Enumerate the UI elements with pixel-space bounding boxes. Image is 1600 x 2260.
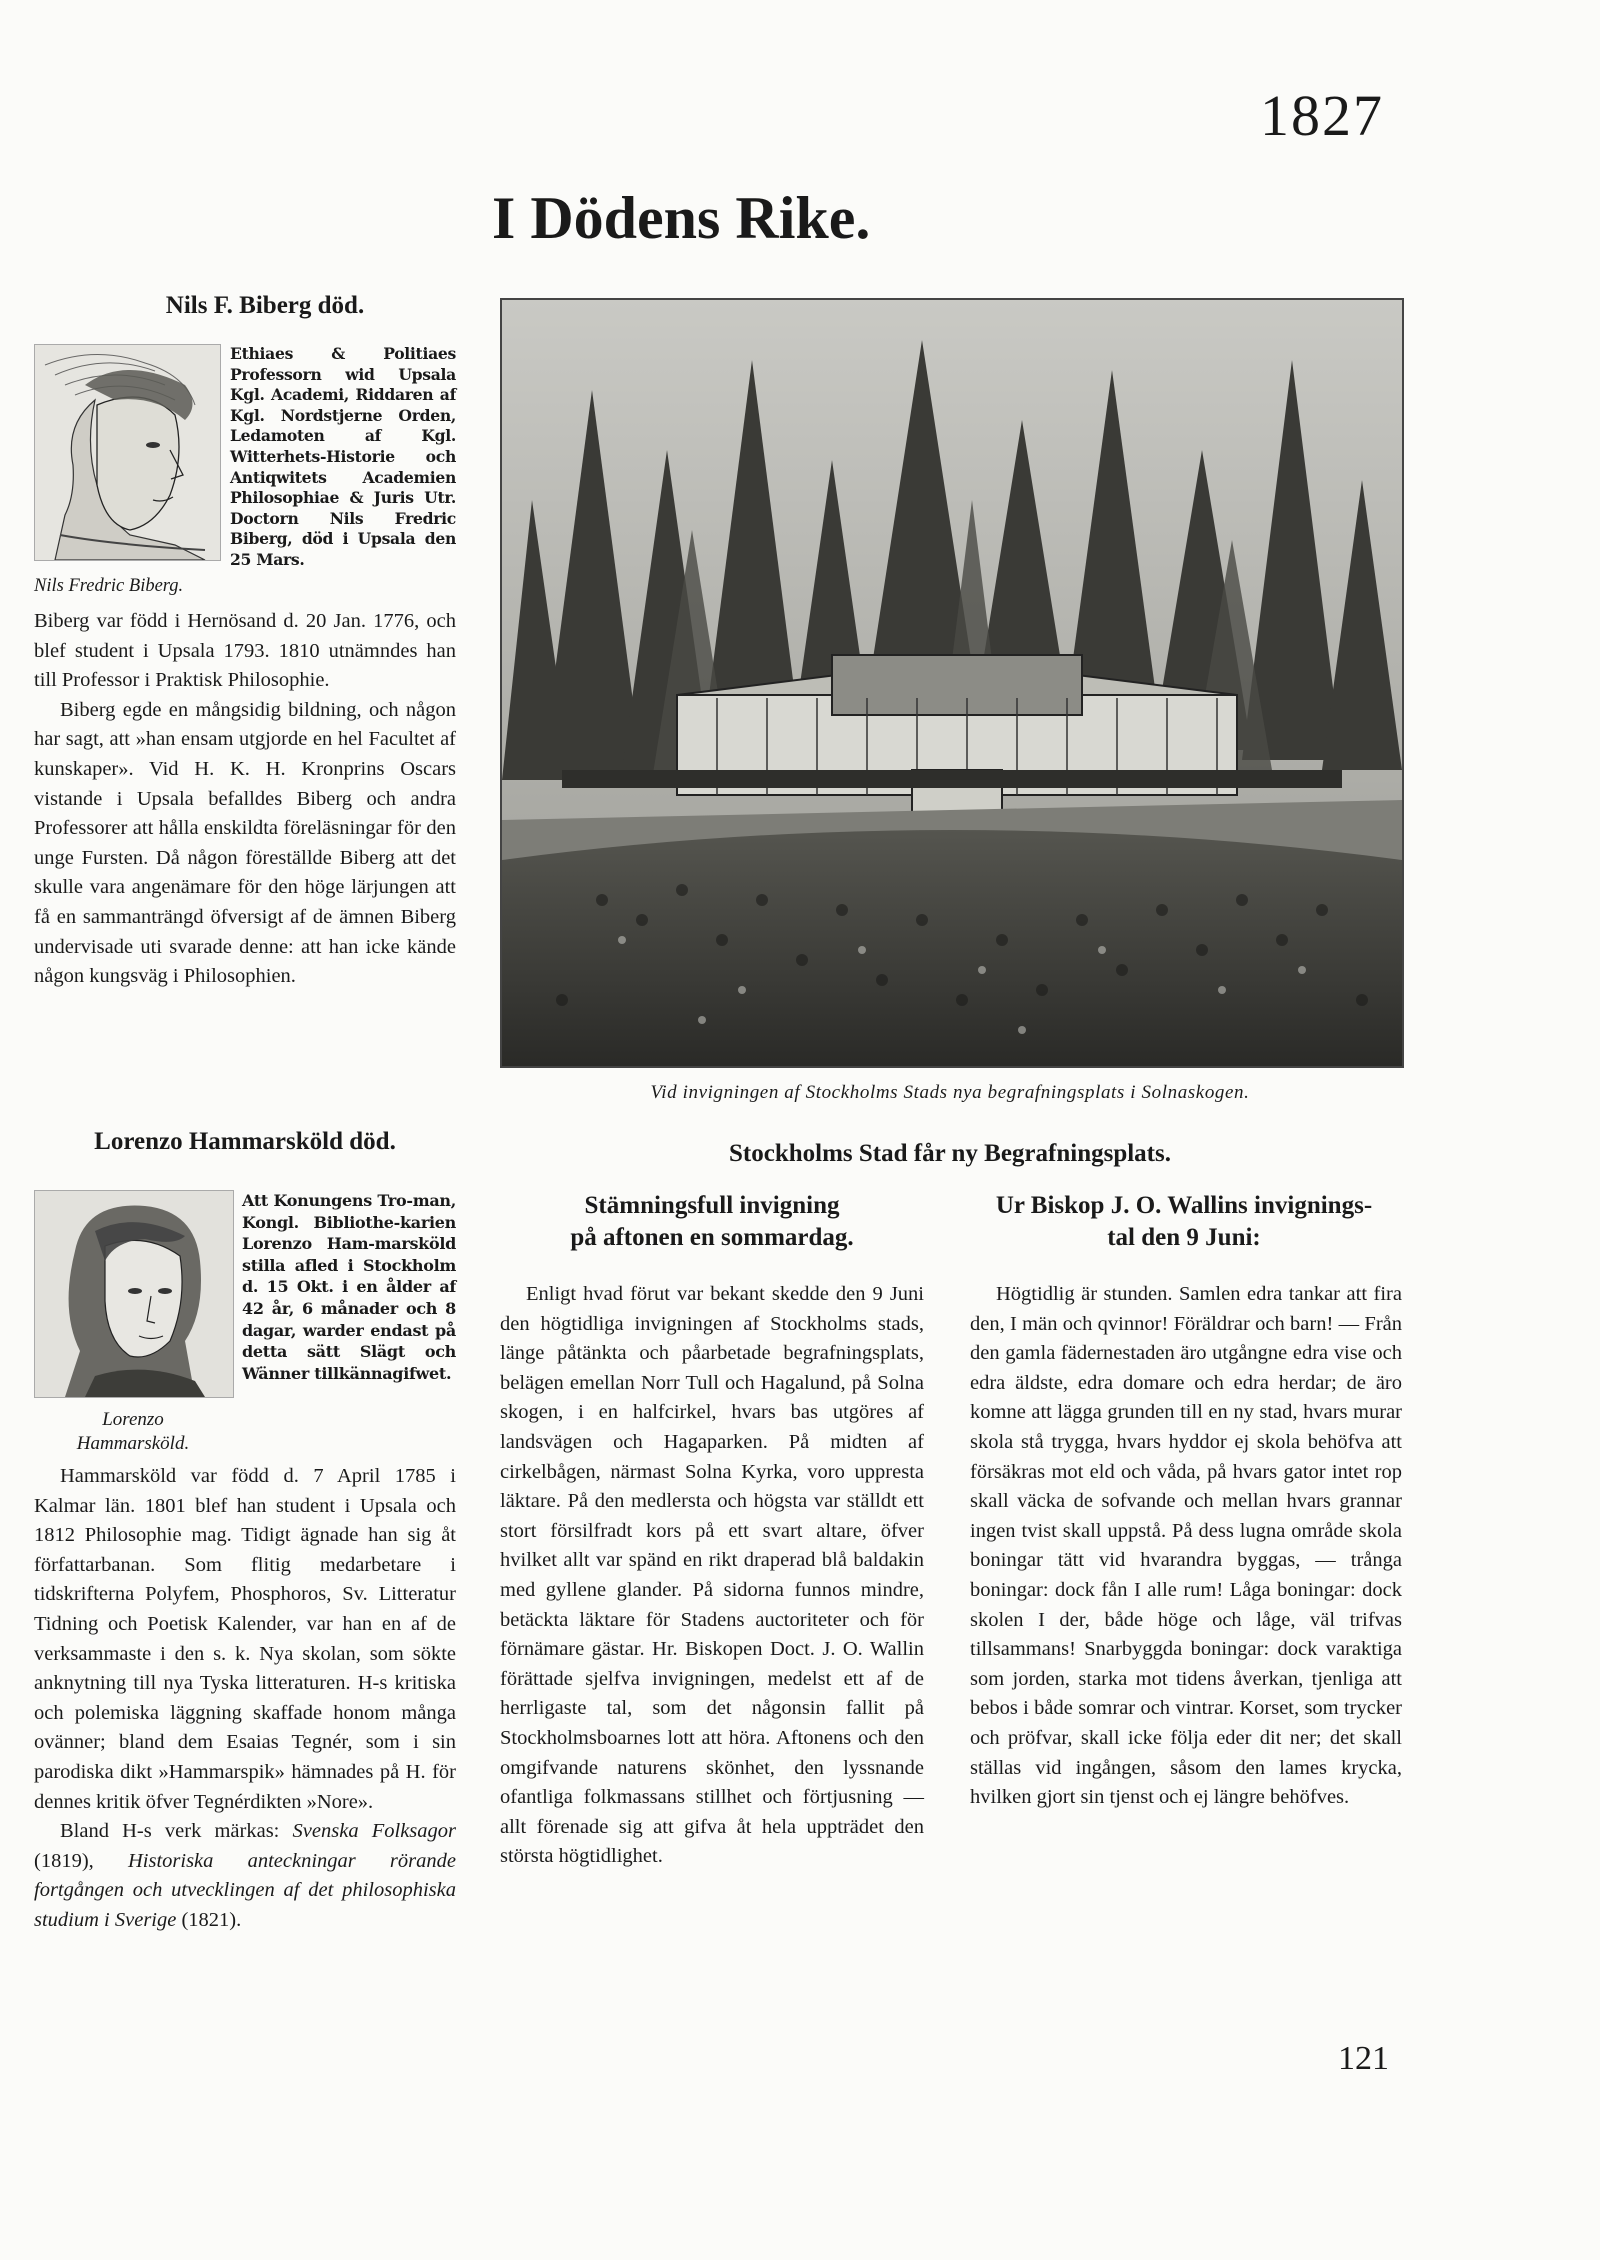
cemetery-right-article: Högtidlig är stunden. Samlen edra tankar att fira den, I män och qvinnor! Föräldrar och barn! — Från den gamla fädernestaden äro utgångne edra vise och edra äldste, edra domare och edra herdar; de äro komne att lägga grunden till en ny stad, hvars murar skola stå trygga, hvars hyddor ej skola behöfva att försäkras mot eld och våda, på hvars gator intet rop skall väcka de sofvande och mellan hvars grannar ingen tvist skall uppstå. På dess lugna område skola boningar tätt vid hvarandra byggas, — trånga boningar: dock fån I alle rum! Låga boningar: dock skolen I der, både höge och låge, väl trifvas tillsammans! Snarbyggda boningar: dock varaktiga som jorden, starka mot tidens åverkan, tjenliga att bebos i både somrar och vintrar. Korset, som trycker och pröfvar, skall icke följa eder dit ner; det skall ställas vid ingången, såsom den lames krycka, hvilken gjort sin tjenst och ej längre behöfves.	[970, 1283, 1402, 1809]
hammarskold-work-1-year: (1819),	[34, 1849, 128, 1872]
hammarskold-work-1: Svenska Folksagor	[292, 1820, 457, 1843]
page-number: 121	[1338, 2040, 1389, 2077]
hammarskold-death-notice: Att Konungens Tro-man, Kongl. Bibliothe-karien Lorenzo Ham-marsköld stilla afled i Stockholm d. 15 Okt. i en ålder af 42 år, 6 månader och 8 dagar, warder endast på detta sätt Slägt och Wänner tillkännagifwet.	[242, 1191, 456, 1383]
page-title: I Dödens Rike.	[492, 185, 871, 251]
biberg-portrait	[34, 344, 221, 561]
biberg-portrait-drawing	[35, 345, 220, 560]
hammarskold-paragraph-1: Hammarsköld var född d. 7 April 1785 i Kalmar län. 1801 blef han student i Upsala och 1812 Philosophie mag. Tidigt ägnade han sig åt författarbanan. Som flitig medarbetare i tidskrifterna Polyfem, Phosphoros, Sv. Litteratur Tidning och Poetisk Kalender, var han en af de verksammaste i den s. k. Nya skolan, som sökte anknytning till nya Tyska litteraturen. H-s kritiska och polemiska läggning skaffade honom många ovänner; bland dem Esaias Tegnér, som i sin parodiska dikt »Hammarspik» hämnades på H. för dennes kritik öfver Tegnérdikten »Nore».	[34, 1465, 456, 1813]
hammarskold-caption-line-1: Lorenzo	[102, 1409, 164, 1430]
cemetery-left-heading	[500, 1190, 924, 1254]
biberg-paragraph-2: Biberg egde en mångsidig bildning, och någon har sagt, att »han ensam utgjorde en hel Facultet af kunskaper». Vid H. K. H. Kronprins Oscars vistande i Upsala befalldes Biberg och andra Professorer att hålla enskildta föreläsningar för den unge Fursten. Då någon föreställde Biberg att det skulle vara angenämare för den höge lärjungen att få en sammanträngd öfversigt af de ämnen Biberg undervisade uti svarade denne: att han icke kände någon kungsväg i Philosophien.	[34, 698, 456, 988]
hammarskold-works-intro: Bland H-s verk märkas:	[60, 1820, 293, 1843]
hammarskold-portrait-drawing	[35, 1191, 233, 1397]
cemetery-left-heading-line-2: på aftonen en sommardag.	[570, 1224, 854, 1251]
cemetery-left-article: Enligt hvad förut var bekant skedde den 9 Juni den högtidliga invigningen af Stockholms stads, länge påtänkta och påarbetade begrafningsplats, belägen emellan Norr Tull och Hagalund, på Solna skogen, i en halfcirkel, hvars bas utgöres af landsvägen och Hagaparken. På midten af cirkelbågen, närmast Solna Kyrka, voro uppresta läktare. På den medlersta och högsta var ställdt ett stort försilfradt kors på ett svart altare, öfver hvilket allt var spänd en rikt draperad blå baldakin med gyllene glander. På sidorna funnos mindre, betäckta läktare för Stadens auctoriteter och för förnämare gästar. Hr. Biskopen Doct. J. O. Wallin förättade sjelfva invigningen, medelst ett af de herrligaste tal, som det någonsin fallit på Stockholmsboarnes lott att höra. Aftonens och den omgifvande naturens skönhet, den lyssnande ofantliga folkmassans stillhet och förtjusning — allt förenade sig att gifva åt hela uppträdet den största högtidlighet.	[500, 1283, 924, 1868]
illustration-caption: Vid invigningen af Stockholms Stads nya begrafningsplats i Solnaskogen.	[650, 1082, 1250, 1103]
consecration-illustration	[500, 298, 1404, 1068]
hammarskold-portrait-caption	[34, 1408, 232, 1456]
biberg-portrait-caption: Nils Fredric Biberg.	[34, 576, 184, 596]
cemetery-right-heading	[966, 1190, 1402, 1254]
hammarskold-caption-line-2: Hammarsköld.	[76, 1433, 190, 1454]
biberg-death-notice: Ethiaes & Politiaes Professorn wid Upsala Kgl. Academi, Riddaren af Kgl. Nordstjerne Orden, Ledamoten af Kgl. Witterhets-Historie och Antiqwitets Academien Philosophiae & Juris Utr. Doctorn Nils Fredric Biberg, död i Upsala den 25 Mars.	[230, 344, 456, 569]
hammarskold-portrait	[34, 1190, 234, 1398]
cemetery-right-heading-line-1: Ur Biskop J. O. Wallins invignings-	[995, 1192, 1373, 1219]
biberg-article	[34, 607, 456, 992]
hammarskold-heading: Lorenzo Hammarsköld död.	[94, 1128, 396, 1155]
biberg-paragraph-1: Biberg var född i Hernösand d. 20 Jan. 1776, och blef student i Upsala 1793. 1810 utnämndes han till Professor i Praktisk Philosophie.	[34, 610, 456, 692]
hammarskold-article	[34, 1462, 456, 1936]
hammarskold-paragraph-2	[34, 1817, 456, 1935]
cemetery-heading: Stockholms Stad får ny Begrafningsplats.	[729, 1140, 1171, 1167]
biberg-heading: Nils F. Biberg död.	[165, 292, 365, 319]
cemetery-left-heading-line-1: Stämningsfull invigning	[584, 1192, 840, 1219]
hammarskold-work-2-year: (1821).	[176, 1908, 242, 1931]
hammarskold-work-2: Historiska anteckningar rörande fortgången och utvecklingen af det philosophiska studium i Sverige	[34, 1849, 456, 1931]
page-year: 1827	[1260, 83, 1384, 148]
cemetery-right-heading-line-2: tal den 9 Juni:	[1107, 1224, 1261, 1251]
consecration-engraving	[502, 300, 1402, 1066]
